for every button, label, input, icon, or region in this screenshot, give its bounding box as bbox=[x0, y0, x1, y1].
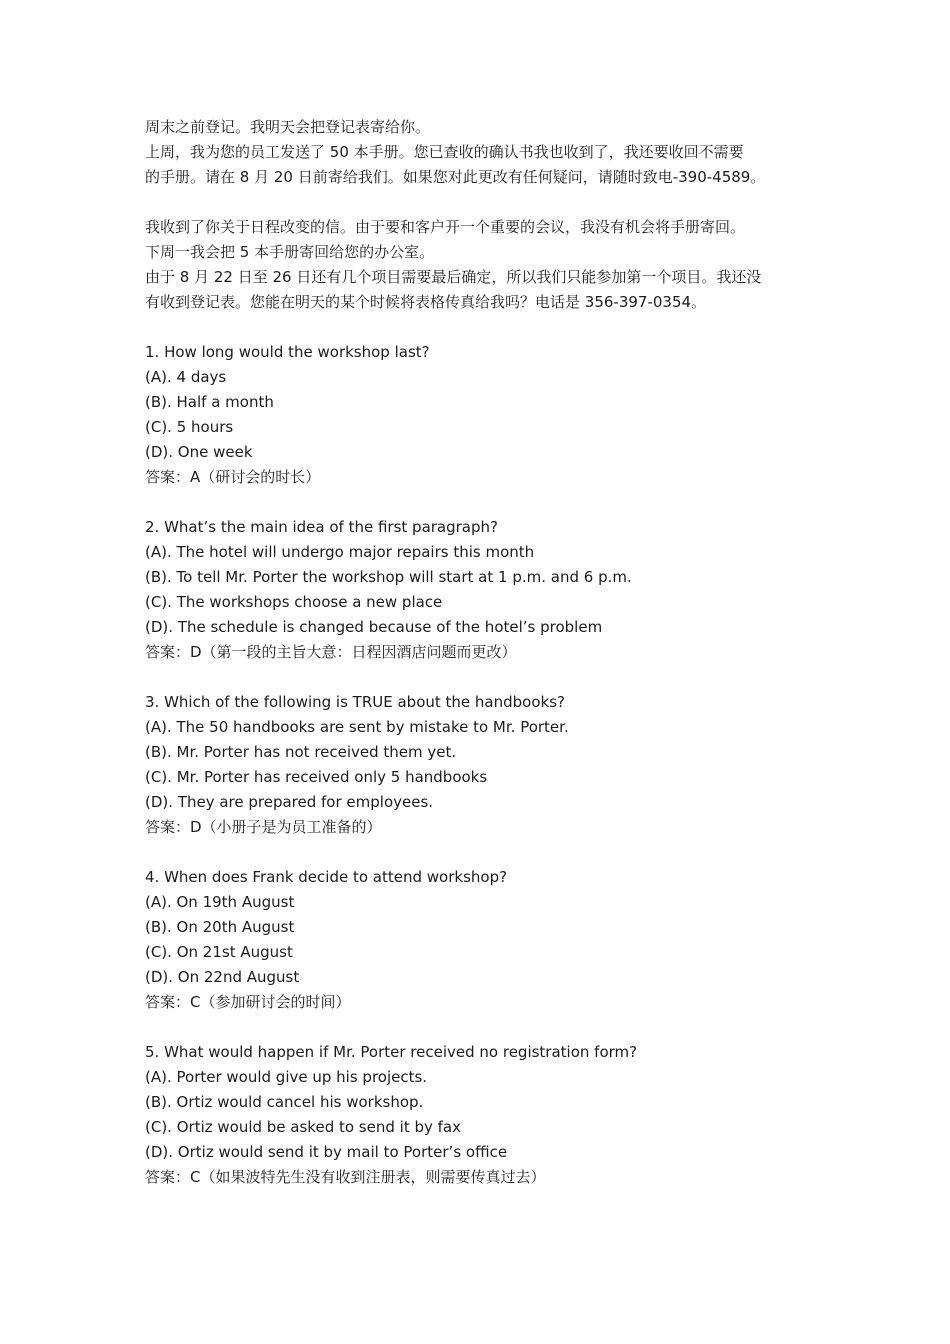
option-a: (A). The 50 handbooks are sent by mistake to Mr. Porter. bbox=[145, 718, 569, 736]
question-text: 4. When does Frank decide to attend workshop? bbox=[145, 868, 508, 886]
question-text: 1. How long would the workshop last? bbox=[145, 343, 430, 361]
option-d: (D). The schedule is changed because of the hotel’s problem bbox=[145, 618, 603, 636]
section-gap bbox=[145, 1015, 815, 1040]
section-gap bbox=[145, 490, 815, 515]
option-d: (D). Ortiz would send it by mail to Porter’s office bbox=[145, 1143, 508, 1161]
option-a: (A). 4 days bbox=[145, 368, 227, 386]
question-text: 2. What’s the main idea of the first paragraph? bbox=[145, 518, 498, 536]
question-block-2 bbox=[145, 515, 815, 665]
question-block-5 bbox=[145, 1040, 815, 1190]
question-block-1 bbox=[145, 340, 815, 490]
answer-text: 答案：C（如果波特先生没有收到注册表，则需要传真过去） bbox=[145, 1168, 546, 1186]
passage-line: 由于 8 月 22 日至 26 日还有几个项目需要最后确定，所以我们只能参加第一个项目。我还没 bbox=[145, 268, 762, 286]
option-c: (C). 5 hours bbox=[145, 418, 234, 436]
question-text: 3. Which of the following is TRUE about the handbooks? bbox=[145, 693, 565, 711]
passage-line: 上周，我为您的员工发送了 50 本手册。您已查收的确认书我也收到了，我还要收回不需要 bbox=[145, 143, 744, 161]
option-d: (D). They are prepared for employees. bbox=[145, 793, 434, 811]
option-c: (C). On 21st August bbox=[145, 943, 293, 961]
section-gap bbox=[145, 665, 815, 690]
option-c: (C). The workshops choose a new place bbox=[145, 593, 443, 611]
section-gap bbox=[145, 840, 815, 865]
option-c: (C). Mr. Porter has received only 5 handbooks bbox=[145, 768, 488, 786]
passage bbox=[145, 115, 815, 315]
option-a: (A). On 19th August bbox=[145, 893, 295, 911]
option-a: (A). Porter would give up his projects. bbox=[145, 1068, 428, 1086]
option-b: (B). On 20th August bbox=[145, 918, 295, 936]
option-b: (B). Ortiz would cancel his workshop. bbox=[145, 1093, 424, 1111]
option-d: (D). On 22nd August bbox=[145, 968, 300, 986]
answer-text: 答案：D（小册子是为员工准备的） bbox=[145, 818, 382, 836]
passage-line: 下周一我会把 5 本手册寄回给您的办公室。 bbox=[145, 243, 435, 261]
paragraph-gap bbox=[145, 190, 815, 215]
answer-text: 答案：C（参加研讨会的时间） bbox=[145, 993, 351, 1011]
document-page bbox=[145, 115, 815, 1190]
answer-text: 答案：A（研讨会的时长） bbox=[145, 468, 321, 486]
passage-line: 有收到登记表。您能在明天的某个时候将表格传真给我吗？电话是 356-397-0354。 bbox=[145, 293, 707, 311]
question-block-4 bbox=[145, 865, 815, 1015]
option-b: (B). To tell Mr. Porter the workshop will start at 1 p.m. and 6 p.m. bbox=[145, 568, 632, 586]
option-c: (C). Ortiz would be asked to send it by fax bbox=[145, 1118, 461, 1136]
option-b: (B). Mr. Porter has not received them yet. bbox=[145, 743, 457, 761]
section-gap bbox=[145, 315, 815, 340]
option-a: (A). The hotel will undergo major repairs this month bbox=[145, 543, 535, 561]
option-d: (D). One week bbox=[145, 443, 253, 461]
passage-line: 我收到了你关于日程改变的信。由于要和客户开一个重要的会议，我没有机会将手册寄回。 bbox=[145, 218, 746, 236]
option-b: (B). Half a month bbox=[145, 393, 274, 411]
passage-line: 的手册。请在 8 月 20 日前寄给我们。如果您对此更改有任何疑问，请随时致电-390-4589。 bbox=[145, 168, 766, 186]
question-block-3 bbox=[145, 690, 815, 840]
passage-line: 周末之前登记。我明天会把登记表寄给你。 bbox=[145, 118, 431, 136]
question-text: 5. What would happen if Mr. Porter received no registration form? bbox=[145, 1043, 638, 1061]
answer-text: 答案：D（第一段的主旨大意：日程因酒店问题而更改） bbox=[145, 643, 517, 661]
